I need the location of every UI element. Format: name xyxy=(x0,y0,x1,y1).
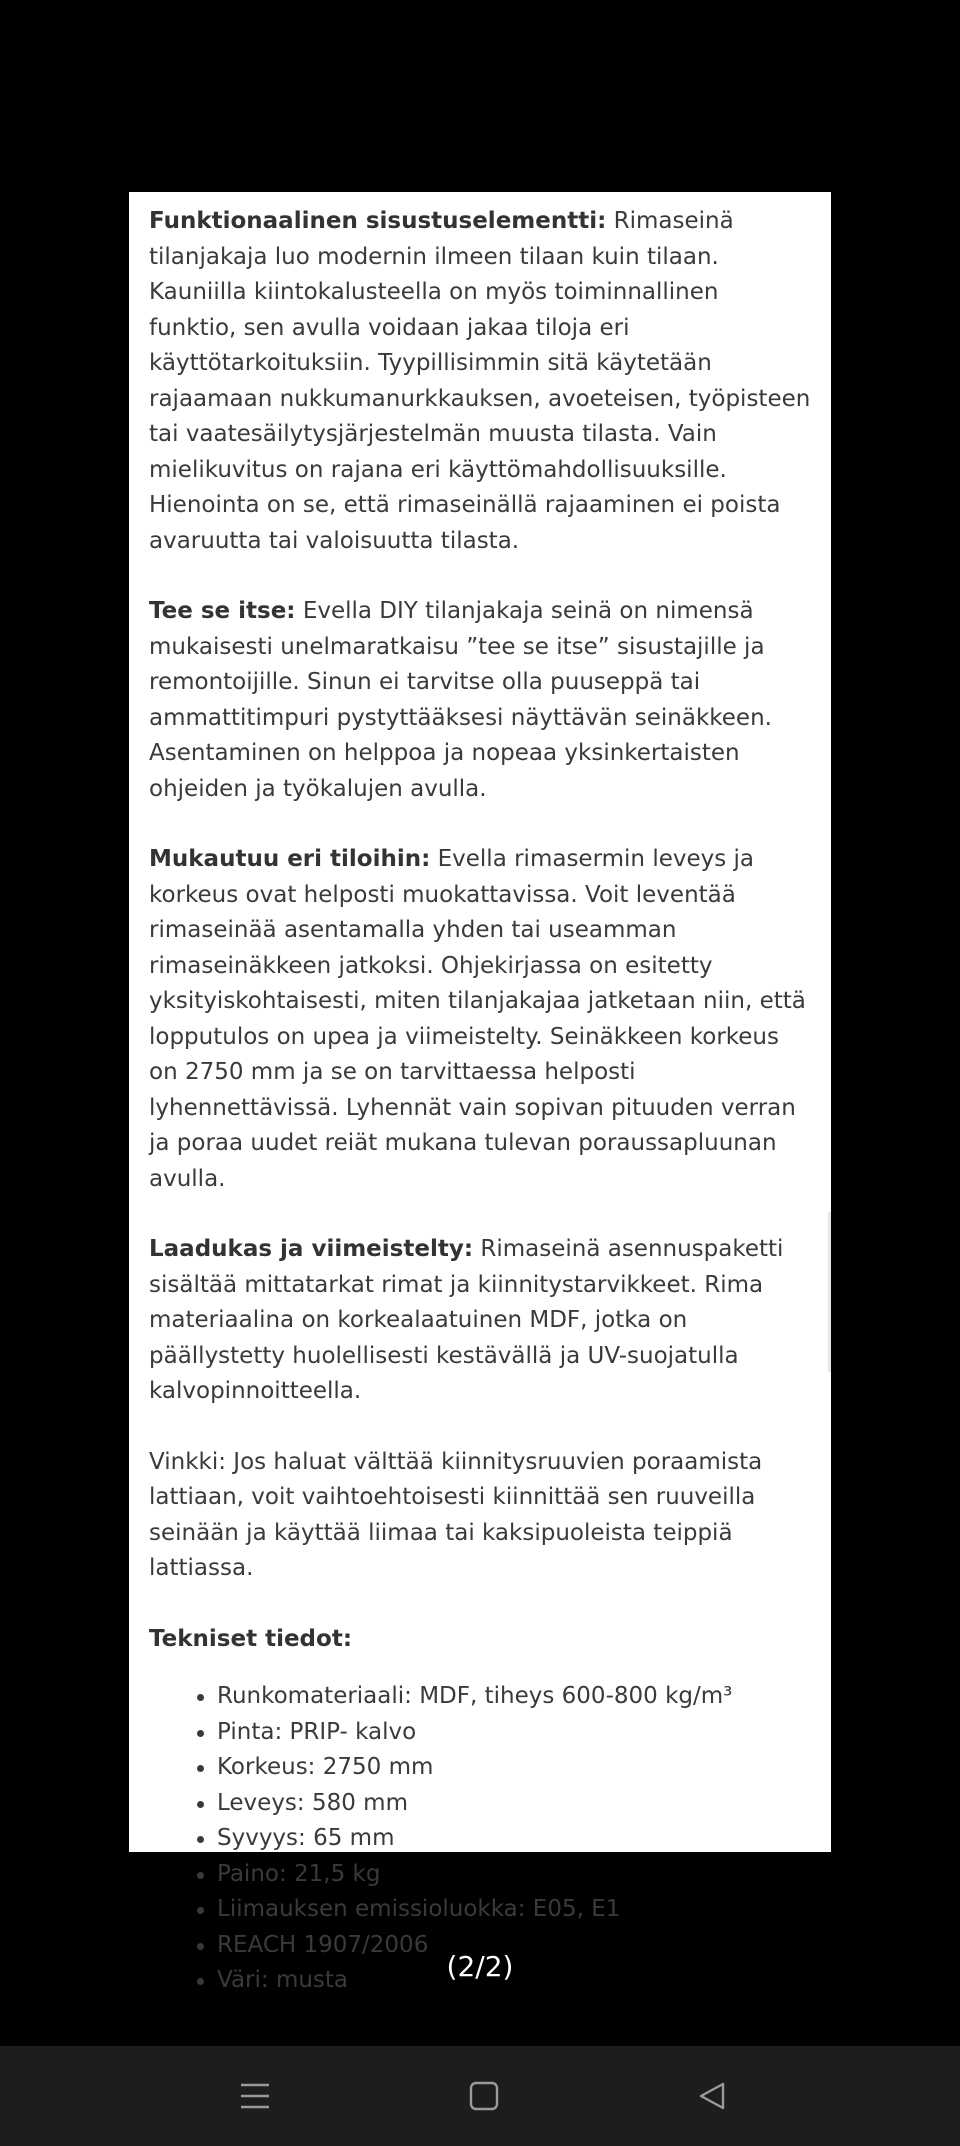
paragraph-functional-element xyxy=(149,204,811,559)
recent-apps-button[interactable] xyxy=(233,2074,277,2118)
paragraph-heading: Funktionaalinen sisustuselementti: xyxy=(149,208,607,234)
paragraph-diy xyxy=(149,594,811,807)
paragraph-text: Evella rimasermin leveys ja korkeus ovat helposti muokattavissa. Voit leventää rimaseinää asentamalla yhden tai useamman rimaseinäkkeen jatkoksi. Ohjekirjassa on esitetty yksityiskohtaisesti, miten tilanjakajaa jatketaan niin, että lopputulos on upea ja viimeistelty. Seinäkkeen korkeus on 2750 mm ja se on tarvittaessa helposti lyhennettävissä. Lyhennät vain sopivan pituuden verran ja poraa uudet reiät mukana tulevan poraussapluunan avulla. xyxy=(149,846,806,1192)
triangle-back-icon xyxy=(697,2081,727,2111)
system-navigation-bar xyxy=(0,2046,960,2146)
back-button[interactable] xyxy=(690,2074,734,2118)
paragraph-text: Evella DIY tilanjakaja seinä on nimensä mukaisesti unelmaratkaisu ”tee se itse” sisustajille ja remontoijille. Sinun ei tarvitse olla puuseppä tai ammattitimpuri pystyttääksesi näyttävän seinäkkeen. Asentaminen on helppoa ja nopeaa yksinkertaisten ohjeiden ja työkalujen avulla. xyxy=(149,598,772,802)
specs-heading: Tekniset tiedot: xyxy=(149,1625,353,1652)
scroll-indicator[interactable] xyxy=(828,1212,831,1372)
paragraph-heading: Laadukas ja viimeistelty: xyxy=(149,1236,474,1262)
paragraph-text: Rimaseinä asennuspaketti sisältää mittatarkat rimat ja kiinnitystarvikkeet. Rima materiaalina on korkealaatuinen MDF, jotka on päällystetty huolellisesti kestävällä ja UV-suojatulla kalvopinnoitteella. xyxy=(149,1236,784,1404)
page-counter: (2/2) xyxy=(446,1950,514,1983)
paragraph-heading: Tee se itse: xyxy=(149,598,296,624)
spec-item: Runkomateriaali: MDF, tiheys 600-800 kg/m³ xyxy=(197,1679,811,1715)
paragraph-heading: Mukautuu eri tiloihin: xyxy=(149,846,431,872)
menu-lines-icon xyxy=(239,2081,271,2111)
spec-item: Korkeus: 2750 mm xyxy=(197,1750,811,1786)
spec-item: Paino: 21,5 kg xyxy=(197,1857,811,1893)
paragraph-text: Rimaseinä tilanjakaja luo modernin ilmeen tilaan kuin tilaan. Kauniilla kiintokalusteella on myös toiminnallinen funktio, sen avulla voidaan jakaa tiloja eri käyttötarkoituksiin. Tyypillisimmin sitä käytetään rajaamaan nukkumanurkkauksen, avoeteisen, työpisteen tai vaatesäilytysjärjestelmän muusta tilasta. Vain mielikuvitus on rajana eri käyttömahdollisuuksille. Hienointa on se, että rimaseinällä rajaaminen ei poista avaruutta tai valoisuutta tilasta. xyxy=(149,208,811,554)
spec-item: Syvyys: 65 mm xyxy=(197,1821,811,1857)
home-button[interactable] xyxy=(462,2074,506,2118)
paragraph-adapts-to-spaces xyxy=(149,842,811,1197)
specs-heading-paragraph xyxy=(149,1622,811,1658)
paragraph-quality xyxy=(149,1232,811,1410)
spec-item: Leveys: 580 mm xyxy=(197,1786,811,1822)
spec-item: REACH 1907/2006 xyxy=(197,1928,811,1964)
rounded-square-icon xyxy=(469,2081,499,2111)
spec-item: Liimauksen emissioluokka: E05, E1 xyxy=(197,1892,811,1928)
paragraph-tip: Vinkki: Jos haluat välttää kiinnitysruuvien poraamista lattiaan, voit vaihtoehtoisesti kiinnittää sen ruuveilla seinään ja käyttää liimaa tai kaksipuoleista teippiä lattiassa. xyxy=(149,1448,763,1581)
spec-item: Väri: musta xyxy=(197,1963,811,1999)
spec-item: Pinta: PRIP- kalvo xyxy=(197,1715,811,1751)
